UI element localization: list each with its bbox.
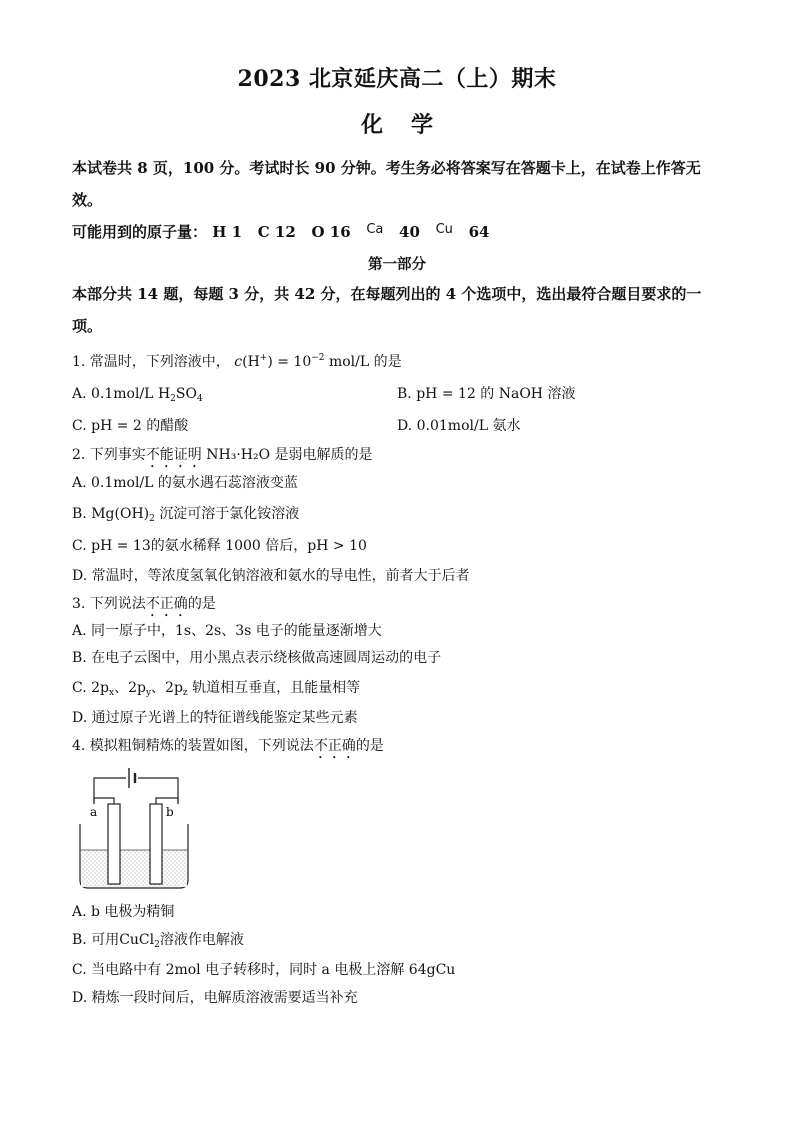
q2-option-c: C. pH = 13的氨水稀释 1000 倍后，pH > 10 bbox=[72, 538, 367, 554]
q1-option-d: D. 0.01mol/L 氨水 bbox=[397, 418, 521, 434]
q4-option-c: C. 当电路中有 2mol 电子转移时，同时 a 电极上溶解 64gCu bbox=[72, 962, 456, 978]
q4-option-a: A. b 电极为精铜 bbox=[72, 904, 175, 920]
q4-option-b: B. 可用CuCl$_2$溶液作电解液 bbox=[72, 932, 244, 950]
atomic-mass-line bbox=[72, 222, 724, 244]
q3-stem: 3. 下列说法不正确的是 bbox=[72, 596, 216, 612]
exam-title: 2023 北京延庆高二（上）期末 bbox=[237, 66, 557, 92]
q2-option-a: A. 0.1mol/L 的氨水遇石蕊溶液变蓝 bbox=[72, 475, 298, 491]
part-description-2: 项。 bbox=[72, 317, 103, 335]
instructions-line-1: 本试卷共 8 页，100 分。考试时长 90 分钟。考生务必将答案写在答题卡上，在试卷上作答无 bbox=[72, 159, 701, 177]
electrode-b-label: b bbox=[166, 805, 174, 819]
q2-option-b: B. $Mg(OH)_2$ 沉淀可溶于氯化铵溶液 bbox=[72, 506, 300, 524]
atomic-o: O 16 bbox=[311, 223, 351, 241]
instructions-line-2: 效。 bbox=[72, 191, 103, 209]
q1-formula: $c(H^+) = 10^{-2}$ mol/L bbox=[234, 353, 370, 370]
q4-option-d: D. 精炼一段时间后，电解质溶液需要适当补充 bbox=[72, 990, 358, 1006]
atomic-c: C 12 bbox=[257, 223, 296, 241]
q3-option-a: A. 同一原子中，1s、2s、3s 电子的能量逐渐增大 bbox=[72, 623, 382, 639]
atomic-h: H 1 bbox=[212, 223, 243, 241]
q4-stem: 4. 模拟粗铜精炼的装置如图，下列说法不正确的是 bbox=[72, 738, 384, 754]
wire-left bbox=[94, 778, 126, 804]
q2-option-d: D. 常温时，等浓度氢氧化钠溶液和氨水的导电性，前者大于后者 bbox=[72, 568, 470, 584]
electrolyte-solution bbox=[81, 850, 187, 887]
subject-title: 化学 bbox=[360, 112, 461, 138]
q1-stem: 1. 常温时，下列溶液中， $c(H^+) = 10^{-2}$ mol/L 的是 bbox=[72, 353, 402, 370]
atomic-ca-value: 40 bbox=[399, 223, 420, 241]
electrolysis-apparatus-diagram bbox=[74, 764, 194, 892]
atomic-cu-symbol: Cu bbox=[435, 222, 453, 237]
wire-right bbox=[138, 778, 178, 804]
part-title: 第一部分 bbox=[368, 256, 426, 273]
atomic-ca-symbol: Ca bbox=[366, 222, 384, 237]
q1-option-a: A. 0.1mol/L $H_2SO_4$ bbox=[72, 386, 203, 404]
electrode-a-label: a bbox=[90, 805, 98, 819]
electrode-b bbox=[150, 804, 162, 884]
q1-option-b: B. pH = 12 的 NaOH 溶液 bbox=[397, 386, 576, 402]
q1-option-c: C. pH = 2 的醋酸 bbox=[72, 418, 189, 434]
atomic-cu-value: 64 bbox=[468, 223, 490, 241]
electrode-a bbox=[108, 804, 120, 884]
q2-stem: 2. 下列事实不能证明 NH₃·H₂O 是弱电解质的是 bbox=[72, 447, 373, 463]
atomic-mass-label: 可能用到的原子量： bbox=[72, 223, 208, 241]
q3-option-b: B. 在电子云图中，用小黑点表示绕核做高速圆周运动的电子 bbox=[72, 650, 442, 666]
q3-option-d: D. 通过原子光谱上的特征谱线能鉴定某些元素 bbox=[72, 710, 358, 726]
q3-option-c: C. $2p_x$、$2p_y$、$2p_z$ 轨道相互垂直，且能量相等 bbox=[72, 680, 361, 698]
part-description-1: 本部分共 14 题，每题 3 分，共 42 分，在每题列出的 4 个选项中，选出最符合题目要求的一 bbox=[72, 285, 702, 303]
